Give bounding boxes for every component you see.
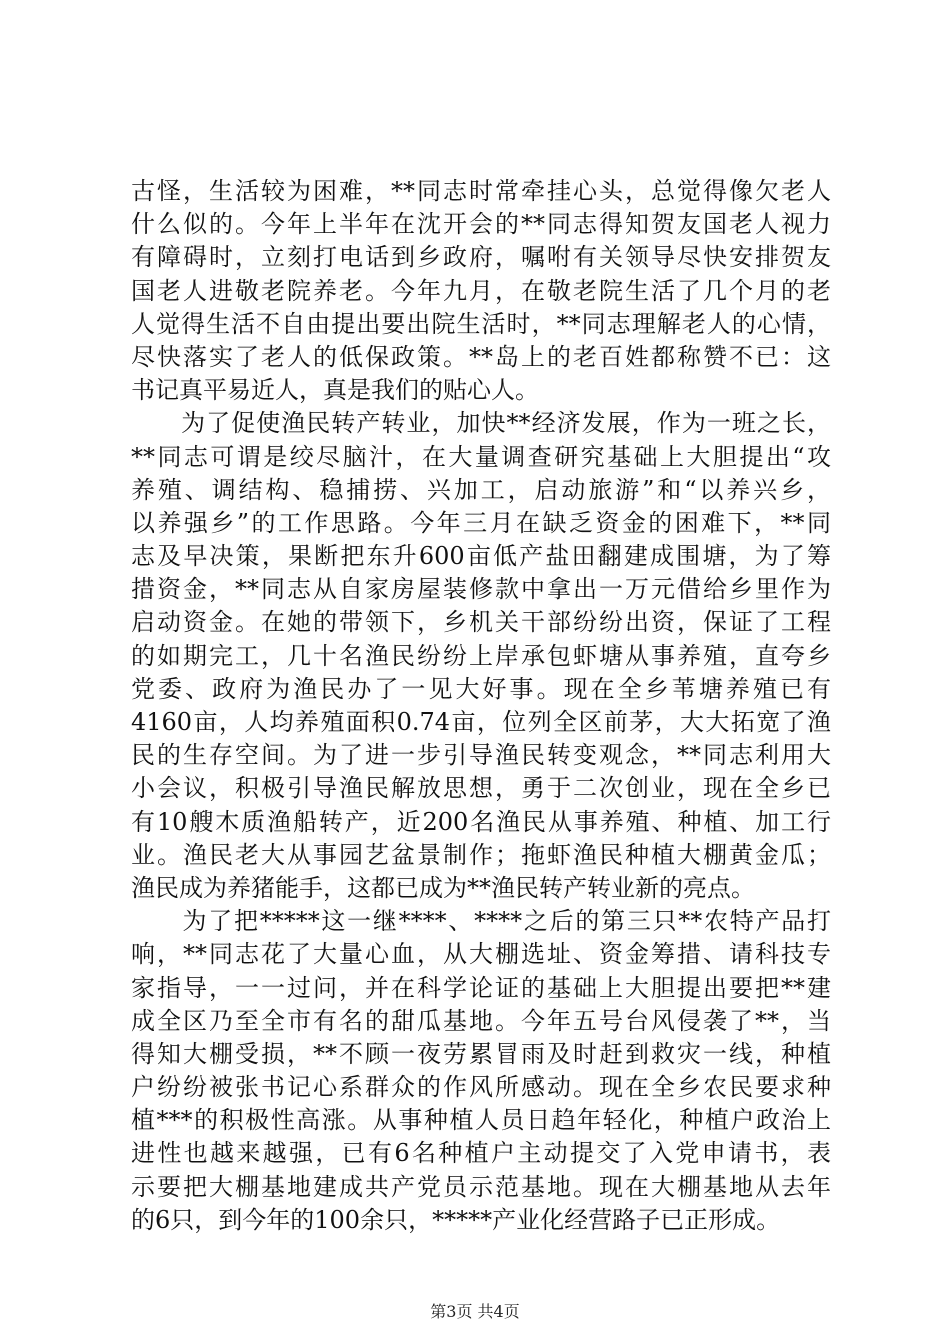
text-line: 有障碍时，立刻打电话到乡政府，嘱咐有关领导尽快安排贺友 [131,243,831,272]
text-line: 小会议，积极引导渔民解放思想，勇于二次创业，现在全乡已 [131,774,831,803]
text-line: 户纷纷被张书记心系群众的作风所感动。现在全乡农民要求种 [131,1073,831,1102]
text-line: 古怪，生活较为困难，**同志时常牵挂心头，总觉得像欠老人 [131,177,831,205]
text-line: 4160亩，人均养殖面积0.74亩，位列全区前茅，大大拓宽了渔 [131,708,831,736]
text-line: 响，**同志花了大量心血，从大棚选址、资金筹措、请科技专 [131,940,831,969]
text-line: 家指导，一一过问，并在科学论证的基础上大胆提出要把**建 [131,973,831,1002]
text-line: 养殖、调结构、稳捕捞、兴加工，启动旅游”和“以养兴乡， [131,475,831,504]
text-line: 书记真平易近人，真是我们的贴心人。 [131,376,539,405]
text-line: **同志可谓是绞尽脑汁，在大量调查研究基础上大胆提出“攻 [131,442,831,471]
text-line: 示要把大棚基地建成共产党员示范基地。现在大棚基地从去年 [131,1172,831,1201]
body-text [131,175,831,1237]
text-line: 渔民成为养猪能手，这都已成为**渔民转产转业新的亮点。 [131,873,755,902]
text-line: 为了把*****这一继****、****之后的第三只**农特产品打 [131,907,831,936]
text-line: 的如期完工，几十名渔民纷纷上岸承包虾塘从事养殖，直夸乡 [131,641,831,670]
text-line: 措资金，**同志从自家房屋装修款中拿出一万元借给乡里作为 [131,575,831,604]
text-line: 为了促使渔民转产转业，加快**经济发展，作为一班之长， [131,409,831,438]
text-line: 国老人进敬老院养老。今年九月，在敬老院生活了几个月的老 [131,276,831,305]
page-footer: 第3页 共4页 [430,1302,520,1321]
text-line: 启动资金。在她的带领下，乡机关干部纷纷出资，保证了工程 [131,608,831,637]
text-line: 尽快落实了老人的低保政策。**岛上的老百姓都称赞不已：这 [131,342,831,371]
text-line: 成全区乃至全市有名的甜瓜基地。今年五号台风侵袭了**，当 [131,1006,831,1035]
text-line: 进性也越来越强，已有6名种植户主动提交了入党申请书，表 [131,1139,831,1168]
text-line: 有10艘木质渔船转产，近200名渔民从事养殖、种植、加工行 [131,807,831,836]
text-line: 的6只，到今年的100余只，*****产业化经营路子已正形成。 [131,1205,781,1234]
text-line: 以养强乡”的工作思路。今年三月在缺乏资金的困难下，**同 [131,508,831,537]
text-line: 什么似的。今年上半年在沈开会的**同志得知贺友国老人视力 [131,210,831,239]
text-line: 党委、政府为渔民办了一见大好事。现在全乡苇塘养殖已有 [131,674,831,703]
text-line: 得知大棚受损，**不顾一夜劳累冒雨及时赶到救灾一线，种植 [131,1039,831,1068]
text-line: 志及早决策，果断把东升600亩低产盐田翻建成围塘，为了筹 [131,542,831,571]
text-line: 业。渔民老大从事园艺盆景制作；拖虾渔民种植大棚黄金瓜； [131,840,831,869]
text-line: 人觉得生活不自由提出要出院生活时，**同志理解老人的心情， [131,309,831,338]
text-line: 民的生存空间。为了进一步引导渔民转变观念，**同志利用大 [131,741,831,770]
text-line: 植***的积极性高涨。从事种植人员日趋年轻化，种植户政治上 [131,1106,831,1135]
